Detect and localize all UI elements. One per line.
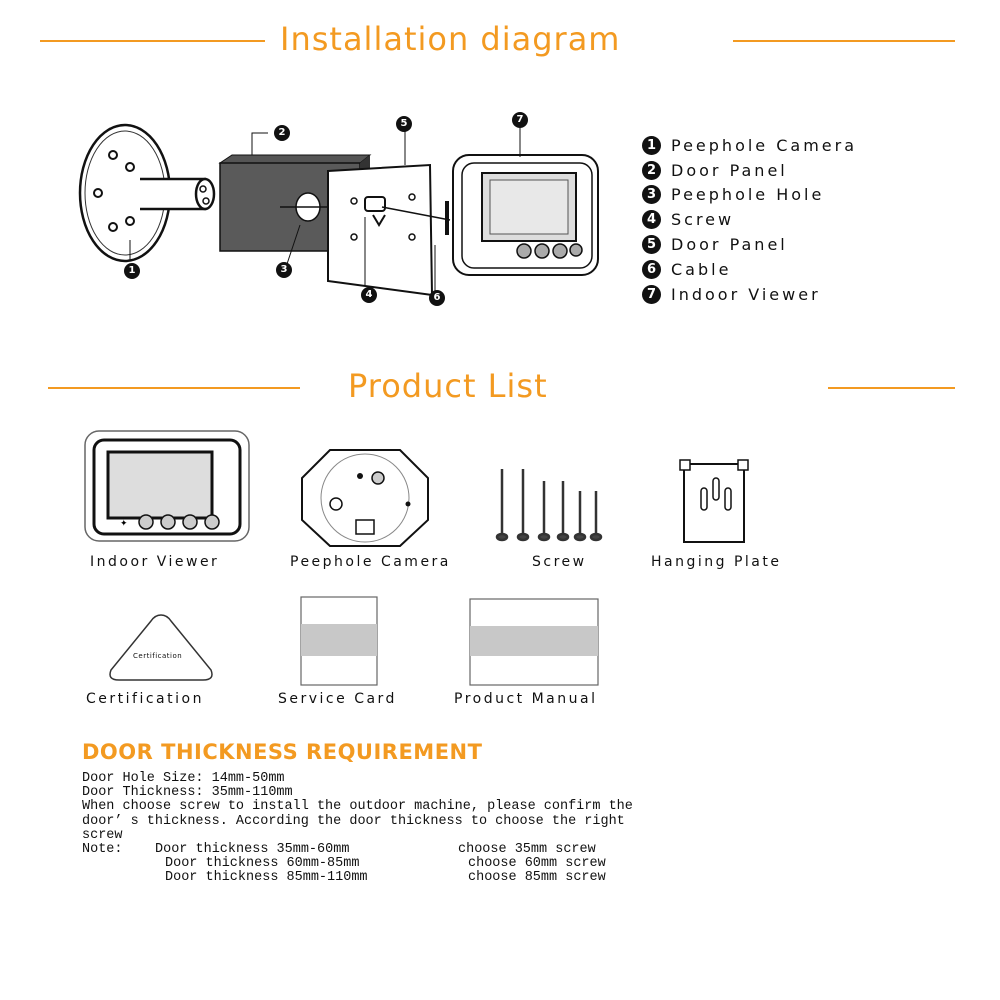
legend-item (642, 136, 857, 155)
legend-number: 3 (642, 185, 661, 204)
legend-label: Peephole Camera (671, 136, 858, 155)
legend-number: 4 (642, 210, 661, 229)
legend-number: 5 (642, 235, 661, 254)
product-label-peephole-camera: Peephole Camera (290, 554, 451, 570)
note-thickness: Door thickness 60mm-85mm (165, 856, 360, 871)
callout-7: 7 (512, 112, 528, 128)
indoor-viewer-image (84, 430, 250, 542)
svg-text:✦: ✦ (120, 519, 128, 529)
certification-image (105, 612, 217, 684)
legend-item (642, 235, 788, 254)
legend-item (642, 185, 824, 204)
requirement-line: door’ s thickness. According the door thickness to choose the right (82, 814, 625, 829)
note-thickness: Door thickness 35mm-60mm (155, 842, 350, 857)
peephole-camera-image (300, 448, 430, 548)
callout-6: 6 (429, 290, 445, 306)
requirement-line: Door Thickness: 35mm-110mm (82, 785, 293, 800)
product-manual-image (469, 598, 599, 686)
screw-image (490, 465, 610, 543)
product-label-screw: Screw (532, 554, 587, 570)
note-thickness: Door thickness 85mm-110mm (165, 870, 368, 885)
product-label-indoor-viewer: Indoor Viewer (90, 554, 220, 570)
legend-item (642, 210, 734, 229)
requirement-line: Door Hole Size: 14mm-50mm (82, 771, 285, 786)
divider-line (40, 40, 265, 42)
divider-line (48, 387, 300, 389)
callout-3: 3 (276, 262, 292, 278)
callout-4: 4 (361, 287, 377, 303)
note-screw: choose 85mm screw (468, 870, 606, 885)
hanging-plate-image (678, 458, 750, 546)
legend-item (642, 285, 821, 304)
service-card-image (300, 596, 378, 686)
door-panel-plate (328, 165, 432, 295)
installation-title: Installation diagram (280, 20, 621, 58)
legend-label: Door Panel (671, 235, 788, 254)
note-screw: choose 35mm screw (458, 842, 596, 857)
legend-item (642, 260, 731, 279)
callout-1: 1 (124, 263, 140, 279)
legend-label: Screw (671, 210, 735, 229)
requirement-line: When choose screw to install the outdoor machine, please confirm the (82, 799, 633, 814)
door-panel-block-top (220, 155, 370, 163)
certification-card-text: Certification (133, 652, 183, 660)
callout-2: 2 (274, 125, 290, 141)
legend-label: Peephole Hole (671, 185, 825, 204)
legend-label: Cable (671, 260, 732, 279)
note-screw: choose 60mm screw (468, 856, 606, 871)
requirement-title: DOOR THICKNESS REQUIREMENT (82, 740, 483, 764)
divider-line (828, 387, 955, 389)
product-label-service-card: Service Card (278, 691, 397, 707)
divider-line (733, 40, 955, 42)
note-label: Note: (82, 842, 123, 857)
requirement-line: screw (82, 828, 123, 843)
legend-number: 6 (642, 260, 661, 279)
legend-item (642, 161, 788, 180)
callout-5: 5 (396, 116, 412, 132)
legend-number: 7 (642, 285, 661, 304)
product-label-certification: Certification (86, 691, 204, 707)
installation-drawing (70, 105, 630, 315)
legend-label: Door Panel (671, 161, 788, 180)
product-list-title: Product List (348, 367, 548, 405)
product-label-hanging-plate: Hanging Plate (651, 554, 782, 570)
product-label-product-manual: Product Manual (454, 691, 598, 707)
legend-number: 1 (642, 136, 661, 155)
legend-number: 2 (642, 161, 661, 180)
legend-label: Indoor Viewer (671, 285, 821, 304)
